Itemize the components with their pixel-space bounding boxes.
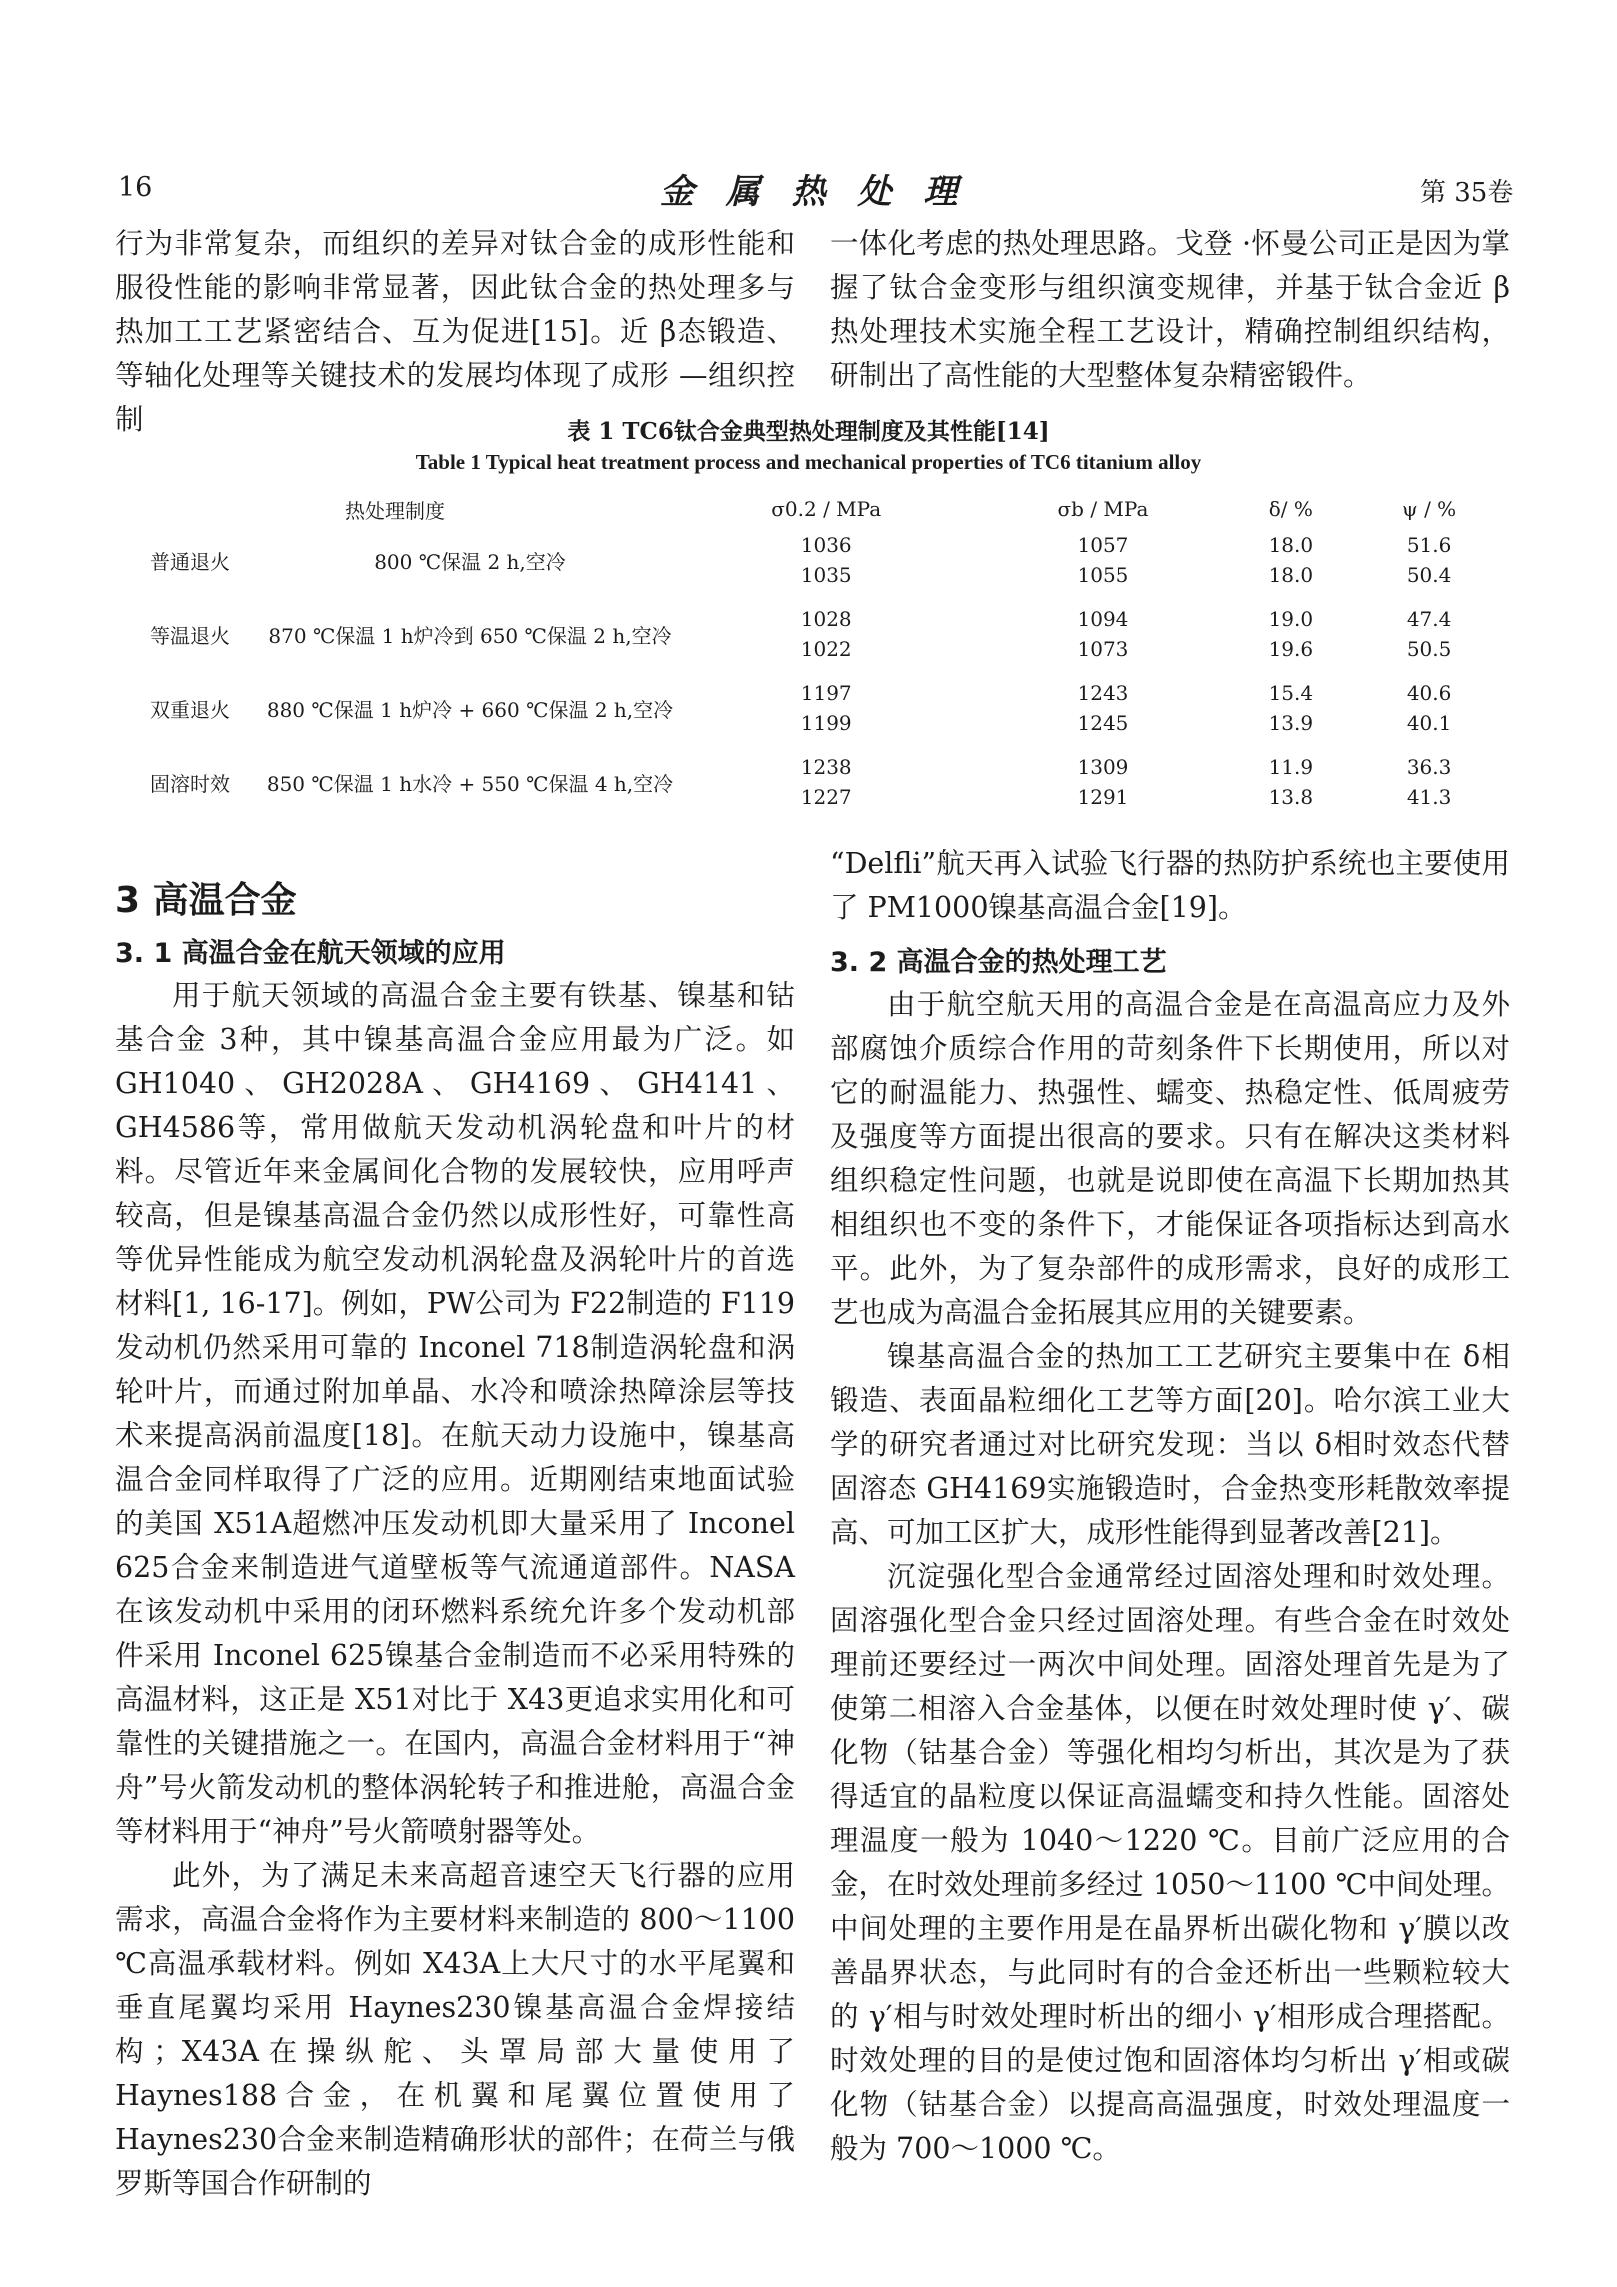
- table-row: [115, 530, 1505, 560]
- group-process: 870 ℃保温 1 h炉冷到 650 ℃保温 2 h,空冷: [268, 623, 672, 648]
- paragraph: 镍基高温合金的热加工工艺研究主要集中在 δ相锻造、表面晶粒细化工艺等方面[20]。哈尔滨工业大学的研究者通过对比研究发现：当以 δ相时效态代替固溶态 GH4169实施锻造时，合金热变形耗散效率提高、可加工区扩大，成形性能得到显著改善[21]。: [830, 1340, 1510, 1549]
- group-name: 双重退火: [150, 697, 230, 722]
- cell: 13.9: [1268, 711, 1314, 735]
- cell: 41.3: [1406, 785, 1452, 809]
- cell: 1291: [1077, 785, 1129, 809]
- table-row: [115, 752, 1505, 782]
- cell: 36.3: [1406, 755, 1452, 779]
- group-name: 等温退火: [150, 623, 230, 648]
- left-column: [115, 872, 795, 2206]
- paragraph: 由于航空航天用的高温合金是在高温高应力及外部腐蚀介质综合作用的苛刻条件下长期使用，所以对它的耐温能力、热强性、蠕变、热稳定性、低周疲劳及强度等方面提出很高的要求。只有在解决这类材料组织稳定性问题，也就是说即使在高温下长期加热其相组织也不变的条件下，才能保证各项指标达到高水平。此外，为了复杂部件的成形需求，良好的成形工艺也成为高温合金拓展其应用的关键要素。: [830, 988, 1510, 1329]
- cell: 1309: [1077, 755, 1129, 779]
- volume-label: 第 35卷: [1420, 178, 1514, 208]
- cell: 1197: [800, 681, 852, 705]
- table-caption-en: Table 1 Typical heat treatment process and mechanical properties of TC6 titanium alloy: [415, 450, 1202, 474]
- properties-table: [115, 488, 1505, 812]
- table-header-row: [115, 488, 1505, 530]
- cell: 1094: [1077, 607, 1129, 631]
- cell: 1057: [1077, 533, 1129, 557]
- cell: 40.1: [1406, 711, 1452, 735]
- subsection-title: 3. 2 高温合金的热处理工艺: [830, 947, 1167, 978]
- cell: 1227: [800, 785, 852, 809]
- cell: 1028: [800, 607, 852, 631]
- cell: 47.4: [1406, 607, 1452, 631]
- cell: 50.5: [1406, 637, 1452, 661]
- right-column: [830, 842, 1510, 2171]
- paragraph: 一体化考虑的热处理思路。戈登 ·怀曼公司正是因为掌握了钛合金变形与组织演变规律，并基于钛合金近 β热处理技术实施全程工艺设计，精确控制组织结构，研制出了高性能的大型整体复杂精密锻件。: [830, 227, 1510, 392]
- group-process: 880 ℃保温 1 h炉冷 + 660 ℃保温 2 h,空冷: [266, 697, 674, 722]
- cell: 51.6: [1406, 533, 1452, 557]
- header-tensile: σb / MPa: [1057, 497, 1149, 521]
- group-name: 普通退火: [150, 549, 230, 574]
- cell: 19.6: [1268, 637, 1314, 661]
- cell: 1245: [1077, 711, 1129, 735]
- paragraph: 沉淀强化型合金通常经过固溶处理和时效处理。固溶强化型合金只经过固溶处理。有些合金在时效处理前还要经过一两次中间处理。固溶处理首先是为了使第二相溶入合金基体，以便在时效处理时使 γ′、碳化物（钴基合金）等强化相均匀析出，其次是为了获得适宜的晶粒度以保证高温蠕变和持久性能。固溶处理温度一般为 1040～1220 ℃。目前广泛应用的合金，在时效处理前多经过 1050～1100 ℃中间处理。中间处理的主要作用是在晶界析出碳化物和 γ′膜以改善晶界状态，与此同时有的合金还析出一些颗粒较大的 γ′相与时效处理时析出的细小 γ′相形成合理搭配。时效处理的目的是使过饱和固溶体均匀析出 γ′相或碳化物（钴基合金）以提高高温强度，时效处理温度一般为 700～1000 ℃。: [830, 1560, 1510, 2165]
- cell: 18.0: [1268, 533, 1314, 557]
- header-yield: σ0.2 / MPa: [771, 497, 882, 521]
- group-process: 800 ℃保温 2 h,空冷: [374, 549, 566, 574]
- cell: 1243: [1077, 681, 1129, 705]
- cell: 1022: [800, 637, 852, 661]
- cell: 50.4: [1406, 563, 1452, 587]
- subsection-title: 3. 1 高温合金在航天领域的应用: [115, 938, 506, 969]
- header-elongation: δ/ %: [1268, 497, 1313, 521]
- paragraph: 行为非常复杂，而组织的差异对钛合金的成形性能和服役性能的影响非常显著，因此钛合金的热处理多与热加工工艺紧密结合、互为促进[15]。近 β态锻造、等轴化处理等关键技术的发展均体现了成形 —组织控制: [115, 227, 795, 436]
- journal-title: 金 属 热 处 理: [660, 172, 968, 212]
- group-name: 固溶时效: [150, 771, 230, 796]
- header-reduction: ψ / %: [1402, 497, 1457, 521]
- paragraph: 用于航天领域的高温合金主要有铁基、镍基和钴基合金 3种，其中镍基高温合金应用最为广泛。如 GH1040、GH2028A、GH4169、GH4141、GH4586等，常用做航天发动机涡轮盘和叶片的材料。尽管近年来金属间化合物的发展较快，应用呼声较高，但是镍基高温合金仍然以成形性好，可靠性高等优异性能成为航空发动机涡轮盘及涡轮叶片的首选材料[1, 16-17]。例如，PW公司为 F22制造的 F119发动机仍然采用可靠的 Inconel 718制造涡轮盘和涡轮叶片，而通过附加单晶、水冷和喷涂热障涂层等技术来提高涡前温度[18]。在航天动力设施中，镍基高温合金同样取得了广泛的应用。近期刚结束地面试验的美国 X51A超燃冲压发动机即大量采用了 Inconel 625合金来制造进气道壁板等气流通道部件。NASA在该发动机中采用的闭环燃料系统允许多个发动机部件采用 Inconel 625镍基合金制造而不必采用特殊的高温材料，这正是 X51对比于 X43更追求实用化和可靠性的关键措施之一。在国内，高温合金材料用于“神舟”号火箭发动机的整体涡轮转子和推进舱，高温合金等材料用于“神舟”号火箭喷射器等处。: [115, 979, 795, 1848]
- cell: 15.4: [1268, 681, 1314, 705]
- header-process: 热处理制度: [345, 498, 445, 523]
- cell: 40.6: [1406, 681, 1452, 705]
- cell: 1035: [800, 563, 852, 587]
- cell: 1238: [800, 755, 852, 779]
- cell: 1199: [800, 711, 852, 735]
- paragraph: “Delfli”航天再入试验飞行器的热防护系统也主要使用了 PM1000镍基高温合金[19]。: [830, 847, 1510, 924]
- table-row: [115, 678, 1505, 708]
- cell: 1073: [1077, 637, 1129, 661]
- page-number: 16: [118, 172, 153, 203]
- table-caption-cn: 表 1 TC6钛合金典型热处理制度及其性能[14]: [567, 418, 1050, 445]
- top-right-column: [830, 222, 1510, 398]
- top-left-column: [115, 222, 795, 442]
- section-title: 3 高温合金: [115, 880, 297, 921]
- table-row: [115, 604, 1505, 634]
- cell: 1055: [1077, 563, 1129, 587]
- group-process: 850 ℃保温 1 h水冷 + 550 ℃保温 4 h,空冷: [266, 771, 674, 796]
- paragraph: 此外，为了满足未来高超音速空天飞行器的应用需求，高温合金将作为主要材料来制造的 800～1100 ℃高温承载材料。例如 X43A上大尺寸的水平尾翼和垂直尾翼均采用 Haynes230镍基高温合金焊接结构；X43A在操纵舵、头罩局部大量使用了 Haynes188合金，在机翼和尾翼位置使用了 Haynes230合金来制造精确形状的部件；在荷兰与俄罗斯等国合作研制的: [115, 1859, 795, 2200]
- cell: 18.0: [1268, 563, 1314, 587]
- cell: 11.9: [1268, 755, 1314, 779]
- cell: 1036: [800, 533, 852, 557]
- cell: 19.0: [1268, 607, 1314, 631]
- cell: 13.8: [1268, 785, 1314, 809]
